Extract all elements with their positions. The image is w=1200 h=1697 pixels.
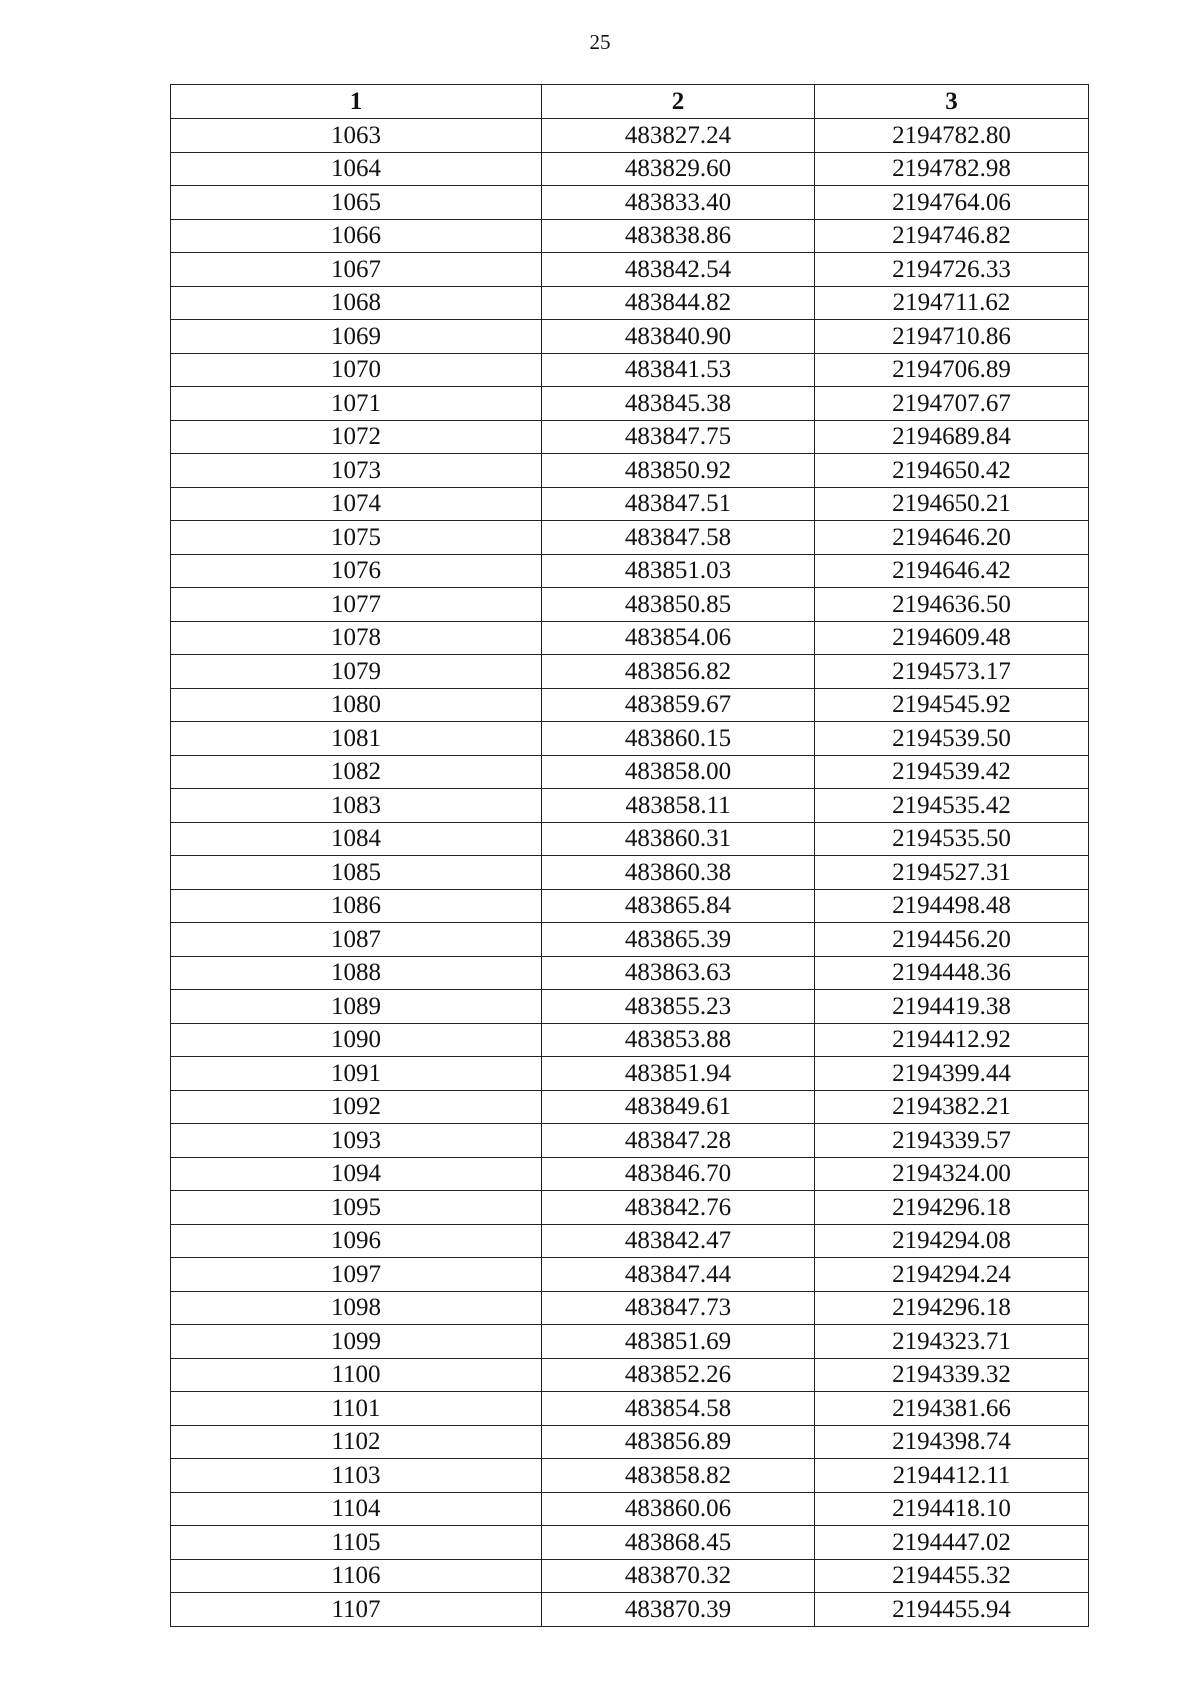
cell-point: 1069 [171,320,542,354]
cell-x: 483847.28 [542,1124,815,1158]
cell-y: 2194455.32 [815,1559,1089,1593]
cell-point: 1105 [171,1526,542,1560]
table-body [171,119,1089,1627]
cell-x: 483854.06 [542,621,815,655]
cell-y: 2194539.50 [815,722,1089,756]
coordinates-table [170,84,1089,1627]
cell-x: 483855.23 [542,990,815,1024]
cell-y: 2194545.92 [815,688,1089,722]
cell-y: 2194324.00 [815,1157,1089,1191]
cell-point: 1086 [171,889,542,923]
cell-x: 483827.24 [542,119,815,153]
table-row [171,1224,1089,1258]
cell-point: 1096 [171,1224,542,1258]
cell-point: 1063 [171,119,542,153]
cell-x: 483858.00 [542,755,815,789]
cell-y: 2194498.48 [815,889,1089,923]
cell-x: 483845.38 [542,387,815,421]
cell-point: 1087 [171,923,542,957]
cell-y: 2194412.11 [815,1459,1089,1493]
cell-point: 1107 [171,1593,542,1627]
cell-y: 2194650.21 [815,487,1089,521]
table-row [171,1425,1089,1459]
cell-x: 483865.84 [542,889,815,923]
table-row [171,1291,1089,1325]
table-row [171,420,1089,454]
table-row [171,990,1089,1024]
cell-x: 483860.15 [542,722,815,756]
cell-y: 2194746.82 [815,219,1089,253]
cell-x: 483860.31 [542,822,815,856]
cell-point: 1083 [171,789,542,823]
cell-y: 2194711.62 [815,286,1089,320]
table-row [171,1392,1089,1426]
cell-point: 1102 [171,1425,542,1459]
cell-y: 2194455.94 [815,1593,1089,1627]
cell-point: 1072 [171,420,542,454]
cell-x: 483842.47 [542,1224,815,1258]
cell-x: 483860.38 [542,856,815,890]
cell-point: 1089 [171,990,542,1024]
cell-x: 483851.03 [542,554,815,588]
cell-point: 1071 [171,387,542,421]
cell-x: 483829.60 [542,152,815,186]
table-row [171,320,1089,354]
cell-point: 1094 [171,1157,542,1191]
table-row [171,923,1089,957]
header-cell-y: 3 [815,85,1089,119]
cell-y: 2194689.84 [815,420,1089,454]
table-row [171,588,1089,622]
cell-point: 1070 [171,353,542,387]
cell-point: 1068 [171,286,542,320]
cell-point: 1082 [171,755,542,789]
cell-y: 2194323.71 [815,1325,1089,1359]
cell-x: 483844.82 [542,286,815,320]
cell-point: 1078 [171,621,542,655]
table-row [171,889,1089,923]
cell-y: 2194294.24 [815,1258,1089,1292]
cell-x: 483859.67 [542,688,815,722]
cell-point: 1106 [171,1559,542,1593]
table-row [171,1325,1089,1359]
cell-y: 2194650.42 [815,454,1089,488]
cell-y: 2194539.42 [815,755,1089,789]
table-row [171,621,1089,655]
cell-x: 483854.58 [542,1392,815,1426]
table-row [171,1593,1089,1627]
table-row [171,688,1089,722]
table-row [171,219,1089,253]
cell-y: 2194296.18 [815,1291,1089,1325]
cell-x: 483851.69 [542,1325,815,1359]
cell-x: 483840.90 [542,320,815,354]
cell-point: 1101 [171,1392,542,1426]
cell-x: 483849.61 [542,1090,815,1124]
cell-x: 483850.85 [542,588,815,622]
cell-x: 483847.51 [542,487,815,521]
table-row [171,554,1089,588]
cell-x: 483846.70 [542,1157,815,1191]
cell-point: 1104 [171,1492,542,1526]
header-cell-point: 1 [171,85,542,119]
table-row [171,1124,1089,1158]
cell-point: 1084 [171,822,542,856]
table-row [171,956,1089,990]
cell-x: 483852.26 [542,1358,815,1392]
table-row [171,152,1089,186]
table-header [171,85,1089,119]
cell-point: 1067 [171,253,542,287]
table-row [171,253,1089,287]
table-row [171,822,1089,856]
cell-y: 2194447.02 [815,1526,1089,1560]
cell-y: 2194636.50 [815,588,1089,622]
cell-point: 1099 [171,1325,542,1359]
cell-x: 483858.11 [542,789,815,823]
cell-y: 2194294.08 [815,1224,1089,1258]
cell-point: 1097 [171,1258,542,1292]
table-row [171,286,1089,320]
table-row [171,1526,1089,1560]
cell-y: 2194726.33 [815,253,1089,287]
cell-y: 2194573.17 [815,655,1089,689]
cell-point: 1064 [171,152,542,186]
cell-y: 2194706.89 [815,353,1089,387]
cell-x: 483847.75 [542,420,815,454]
cell-x: 483850.92 [542,454,815,488]
cell-point: 1100 [171,1358,542,1392]
cell-y: 2194339.57 [815,1124,1089,1158]
table-row [171,655,1089,689]
cell-point: 1080 [171,688,542,722]
cell-x: 483860.06 [542,1492,815,1526]
table-row [171,454,1089,488]
cell-y: 2194418.10 [815,1492,1089,1526]
cell-point: 1073 [171,454,542,488]
cell-x: 483870.39 [542,1593,815,1627]
cell-y: 2194381.66 [815,1392,1089,1426]
table-row [171,387,1089,421]
cell-point: 1103 [171,1459,542,1493]
cell-point: 1081 [171,722,542,756]
header-cell-x: 2 [542,85,815,119]
cell-y: 2194764.06 [815,186,1089,220]
cell-y: 2194782.98 [815,152,1089,186]
cell-point: 1075 [171,521,542,555]
table-row [171,1057,1089,1091]
cell-point: 1065 [171,186,542,220]
cell-x: 483842.54 [542,253,815,287]
cell-point: 1092 [171,1090,542,1124]
cell-y: 2194448.36 [815,956,1089,990]
cell-x: 483847.73 [542,1291,815,1325]
cell-y: 2194609.48 [815,621,1089,655]
cell-x: 483858.82 [542,1459,815,1493]
cell-x: 483833.40 [542,186,815,220]
cell-y: 2194399.44 [815,1057,1089,1091]
cell-y: 2194412.92 [815,1023,1089,1057]
cell-x: 483856.89 [542,1425,815,1459]
cell-point: 1091 [171,1057,542,1091]
table-row [171,353,1089,387]
cell-x: 483838.86 [542,219,815,253]
cell-point: 1090 [171,1023,542,1057]
table-row [171,1459,1089,1493]
cell-y: 2194419.38 [815,990,1089,1024]
cell-x: 483841.53 [542,353,815,387]
table-row [171,1090,1089,1124]
cell-point: 1066 [171,219,542,253]
cell-point: 1093 [171,1124,542,1158]
page-number: 25 [589,30,611,54]
table-row [171,1559,1089,1593]
table-row [171,1157,1089,1191]
cell-x: 483870.32 [542,1559,815,1593]
table-row [171,789,1089,823]
cell-x: 483856.82 [542,655,815,689]
table-row [171,119,1089,153]
table-row [171,1492,1089,1526]
cell-point: 1077 [171,588,542,622]
table-row [171,521,1089,555]
cell-y: 2194296.18 [815,1191,1089,1225]
table-row [171,487,1089,521]
table-row [171,856,1089,890]
cell-y: 2194782.80 [815,119,1089,153]
cell-y: 2194527.31 [815,856,1089,890]
cell-point: 1074 [171,487,542,521]
cell-y: 2194339.32 [815,1358,1089,1392]
table-row [171,1358,1089,1392]
cell-point: 1085 [171,856,542,890]
cell-x: 483863.63 [542,956,815,990]
cell-x: 483853.88 [542,1023,815,1057]
table-row [171,1023,1089,1057]
cell-y: 2194646.20 [815,521,1089,555]
cell-x: 483865.39 [542,923,815,957]
cell-point: 1076 [171,554,542,588]
cell-x: 483842.76 [542,1191,815,1225]
cell-y: 2194535.42 [815,789,1089,823]
cell-x: 483851.94 [542,1057,815,1091]
cell-y: 2194456.20 [815,923,1089,957]
cell-x: 483868.45 [542,1526,815,1560]
cell-point: 1098 [171,1291,542,1325]
cell-point: 1095 [171,1191,542,1225]
cell-y: 2194646.42 [815,554,1089,588]
table-row [171,722,1089,756]
cell-x: 483847.44 [542,1258,815,1292]
table-row [171,1191,1089,1225]
cell-y: 2194710.86 [815,320,1089,354]
cell-y: 2194398.74 [815,1425,1089,1459]
table-row [171,755,1089,789]
table-row [171,186,1089,220]
cell-x: 483847.58 [542,521,815,555]
header-row [171,85,1089,119]
table-row [171,1258,1089,1292]
cell-y: 2194707.67 [815,387,1089,421]
cell-y: 2194535.50 [815,822,1089,856]
cell-point: 1079 [171,655,542,689]
cell-point: 1088 [171,956,542,990]
cell-y: 2194382.21 [815,1090,1089,1124]
